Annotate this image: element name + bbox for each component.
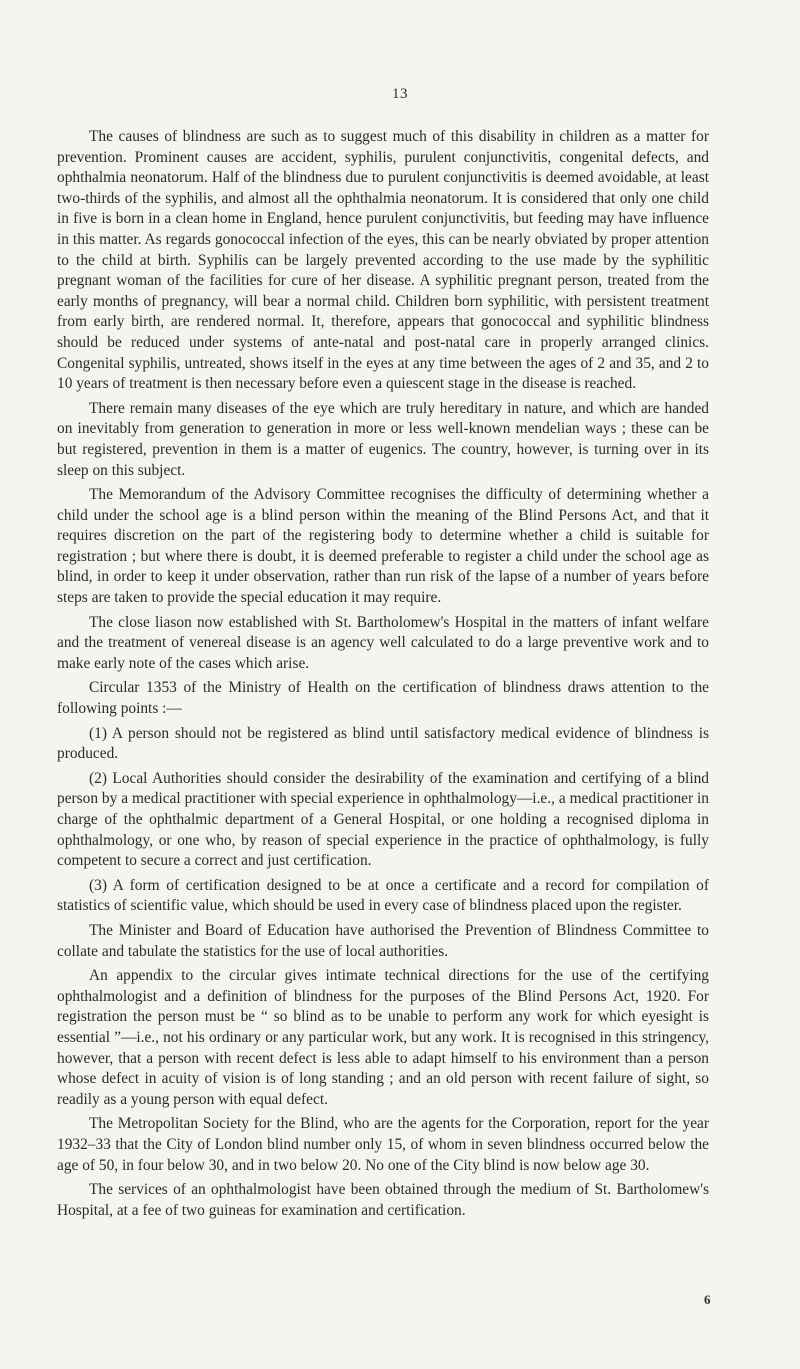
paragraph-advisory-memorandum: The Memorandum of the Advisory Committee recognises the difficulty of determining whether a child under the school age is a blind person within the meaning of the Blind Persons Act, and that it requires discretion on the part of the registering body to determine whether a child is suitable for registration ; but where there is doubt, it is deemed preferable to register a child under the school age as blind, in order to keep it under observation, rather than run risk of the lapse of a number of years before steps are taken to provide the special education it may require.: [57, 486, 709, 607]
paragraph-hereditary-diseases: There remain many diseases of the eye which are truly hereditary in nature, and which are handed on inevitably from generation to generation in more or less well-known mendelian ways ; these can be but registered, prevention in them is a matter of eugenics. The country, however, is turning over in its sleep on this subject.: [57, 399, 709, 479]
paragraph-point-1: (1) A person should not be registered as blind until satisfactory medical evidence of blindness is produced.: [57, 724, 709, 763]
signature-mark: 6: [704, 1292, 711, 1307]
paragraph-minister-authorisation: The Minister and Board of Education have authorised the Prevention of Blindness Committee to collate and tabulate the statistics for the use of local authorities.: [57, 921, 709, 960]
paragraph-metropolitan-society: The Metropolitan Society for the Blind, who are the agents for the Corporation, report for the year 1932–33 that the City of London blind number only 15, of whom in seven blindness occurred below the age of 50, in four below 30, and in two below 20. No one of the City blind is now below age 30.: [57, 1115, 709, 1174]
body-text: [57, 127, 709, 1225]
page-number: 13: [392, 86, 408, 102]
paragraph-appendix-definition: An appendix to the circular gives intimate technical directions for the use of the certifying ophthalmologist and a definition of blindness for the purposes of the Blind Persons Act, 1920. For registration the person must be “ so blind as to be unable to perform any work for which eyesight is essential ”—i.e., not his ordinary or any particular work, but any work. It is recognised in this stringency, however, that a person with recent defect is less able to adapt himself to his environment than a person whose defect in acuity of vision is of long standing ; and an old person with recent failure of sight, so readily as a young person with equal defect.: [57, 967, 709, 1108]
paragraph-circular-1353: Circular 1353 of the Ministry of Health on the certification of blindness draws attention to the following points :—: [57, 679, 709, 718]
paragraph-ophthalmologist-services: The services of an ophthalmologist have been obtained through the medium of St. Bartholomew's Hospital, at a fee of two guineas for examination and certification.: [57, 1181, 709, 1219]
paragraph-bartholomews-liason: The close liason now established with St. Bartholomew's Hospital in the matters of infant welfare and the treatment of venereal disease is an agency well calculated to do a large preventive work and to make early note of the cases which arise.: [57, 613, 709, 672]
paragraph-point-3: (3) A form of certification designed to be at once a certificate and a record for compilation of statistics of scientific value, which should be used in every case of blindness placed upon the register.: [57, 876, 709, 915]
paragraph-point-2: (2) Local Authorities should consider the desirability of the examination and certifying of a blind person by a medical practitioner with special experience in ophthalmology—i.e., a medical practitioner in charge of the ophthalmic department of a General Hospital, or one holding a recognised diploma in ophthalmology, or one who, by reason of special experience in the practice of ophthalmology, is fully competent to secure a correct and just certification.: [57, 769, 709, 870]
paragraph-causes-of-blindness: The causes of blindness are such as to suggest much of this disability in children as a matter for prevention. Prominent causes are accident, syphilis, purulent conjunctivitis, congenital defects, and ophthalmia neonatorum. Half of the blindness due to purulent conjunctivitis is deemed avoidable, at least two-thirds of the syphilis, and almost all the ophthalmia neonatorum. It is considered that only one child in five is born in a clean home in England, hence purulent conjunctivitis, but feeding may have influence in this matter. As regards gonococcal infection of the eyes, this can be nearly obviated by proper attention to the child at birth. Syphilis can be largely prevented according to the use made by the syphilitic pregnant woman of the facilities for cure of her disease. A syphilitic pregnant person, treated from the early months of pregnancy, will bear a normal child. Children born syphilitic, with persistent treatment from early birth, are rendered normal. It, therefore, appears that gonococcal and syphilitic blindness should be reduced under systems of ante-natal and post-natal care in properly arranged clinics. Congenital syphilis, untreated, shows itself in the eyes at any time between the ages of 2 and 35, and 2 to 10 years of treatment is then necessary before even a quiescent stage in the disease is reached.: [57, 128, 709, 393]
